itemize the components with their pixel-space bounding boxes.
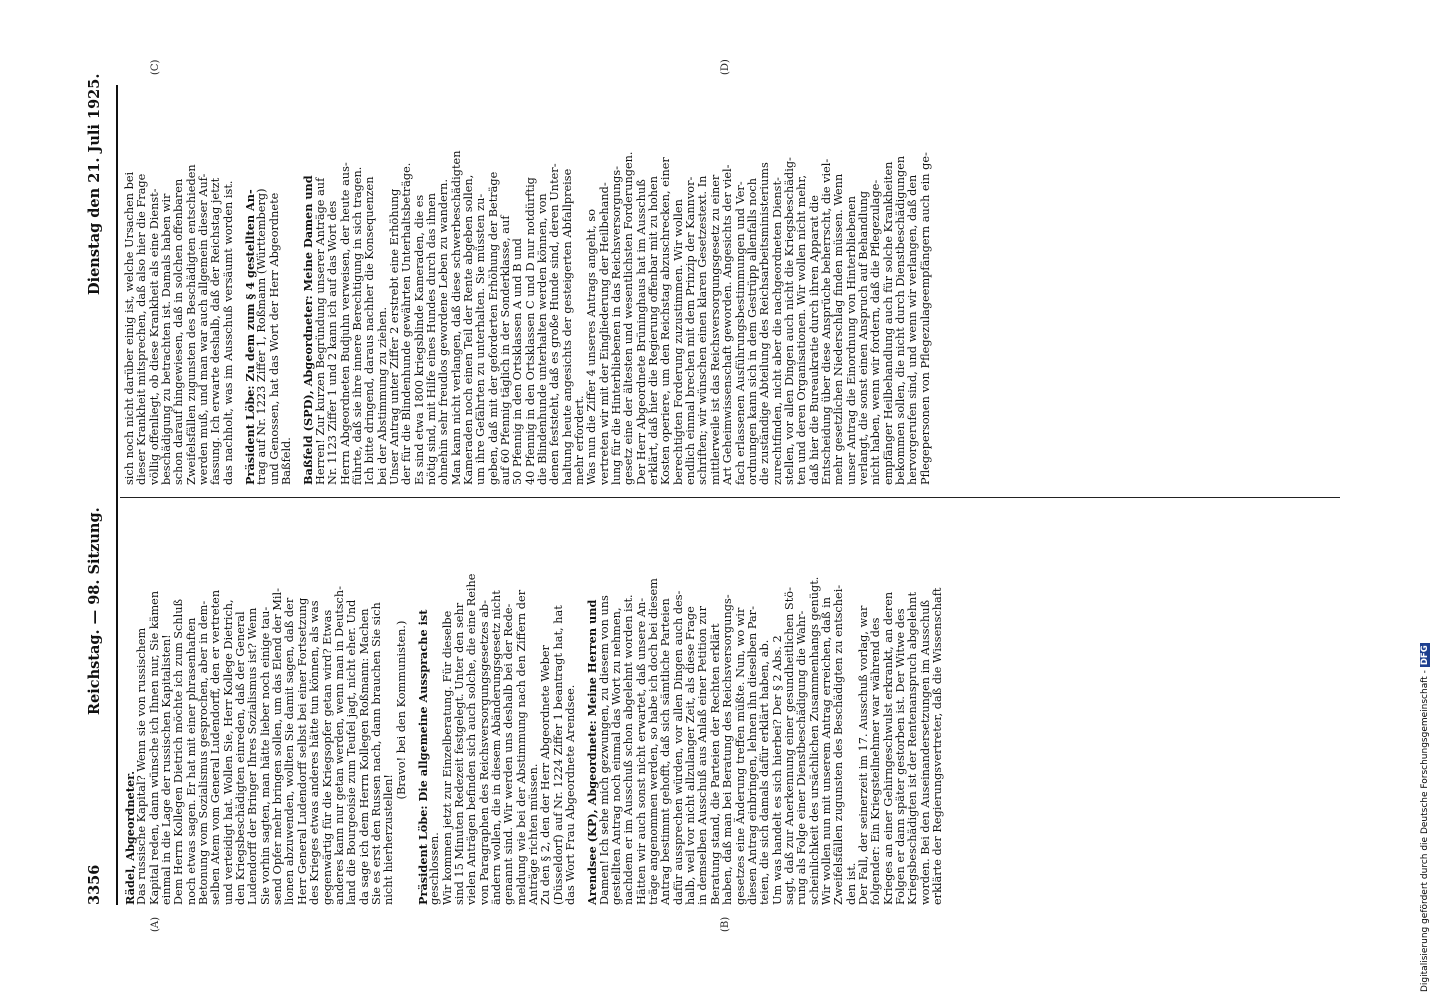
text-line: erklärte der Regierungsvertreter, daß die Wissenschaft bbox=[931, 587, 944, 905]
dfg-note bbox=[1420, 8, 1434, 992]
text-line: fassung. Ich erwarte deshalb, daß der Reichstag jetzt bbox=[209, 177, 223, 485]
text-line: Unser Antrag unter Ziffer 2 erstrebt eine Erhöhung bbox=[387, 188, 401, 485]
text-line: schon darauf hingewiesen, daß in solchen offenbaren bbox=[172, 178, 186, 485]
text-line: Präsident Löbe: Die allgemeine Aussprache ist bbox=[415, 609, 430, 905]
text-line: berechtigten Forderung zuzustimmen. Wir wollen bbox=[671, 199, 685, 485]
text-line: Der Herr Abgeordnete Brüninghaus hat im Ausschuß bbox=[634, 179, 648, 485]
text-line: Hätten wir auch sonst nicht erwartet, daß unsere An- bbox=[634, 597, 648, 905]
text-line: das nachholt, was im Ausschuß versäumt worden ist. bbox=[221, 180, 235, 485]
text-line: Herr General Ludendorff selbst bei einer Fortsetzung bbox=[295, 597, 309, 905]
text-line: denen feststeht, daß es große Hunde sind, deren Unter- bbox=[548, 163, 562, 485]
text-line: gesetzes eine Änderung treffen müßte. Nun, wo wir bbox=[733, 607, 747, 905]
text-line: mehr erfordert. bbox=[573, 395, 587, 485]
text-line: Ich bitte dringend, daraus nachher die Konsequenzen bbox=[363, 176, 377, 485]
text-line: sind 15 Minuten Redezeit festgelegt. Unter den sehr bbox=[452, 602, 466, 905]
text-line: Herren! Zur kurzen Begründung unserer Anträge auf bbox=[313, 177, 327, 485]
text-line: die zuständige Abteilung des Reichsarbeitsministeriums bbox=[758, 162, 772, 485]
text-line: genannt sind. Wir werden uns deshalb bei der Rede- bbox=[502, 603, 516, 905]
text-line: werden muß, und man war auch allgemein dieser Auf- bbox=[197, 173, 211, 485]
text-line: Zweifelsfällen zugunsten des Beschädigten zu entschei- bbox=[832, 584, 846, 905]
text-line: lung für die Hinterbliebenen in das Reichsversorgungs- bbox=[610, 166, 624, 485]
text-line: rung als Folge einer Dienstbeschädigung die Wahr- bbox=[795, 610, 809, 905]
margin-mark-d: (D) bbox=[720, 59, 731, 75]
text-line: ordnungen kann sich in dem Gestrüpp allenfalls noch bbox=[745, 178, 759, 485]
text-line: Sie es erst den Russen nach, dann brauchen Sie sich bbox=[369, 602, 383, 905]
text-line: Pflegepersonen von Pflegezulageempfängern auch ein ge- bbox=[918, 152, 932, 485]
text-line: anderes kann nur getan werden, wenn man in Deutsch- bbox=[332, 586, 346, 905]
right-text-column bbox=[124, 95, 932, 485]
text-line: Um was handelt es sich hierbei? Der § 2 Abs. 2 bbox=[770, 635, 784, 905]
text-line: beschädigung zu betrachten ist. Damals haben wir bbox=[160, 193, 174, 485]
text-line: hervorgerufen sind, und wenn wir verlangen, daß den bbox=[906, 174, 920, 485]
text-line: Baßfeld. bbox=[280, 437, 294, 485]
text-line: vielen Anträgen befinden sich auch solche, die eine Reihe bbox=[465, 573, 479, 905]
margin-mark-b: (B) bbox=[720, 916, 731, 932]
text-line: selben Atem vom General Ludendorff, den er vertreten bbox=[209, 589, 223, 905]
text-line: gesetz eine der ältesten und wesentlichsten Forderungen. bbox=[622, 151, 636, 485]
text-line: noch etwas sagen. Er hat mit einer phrasenhaften bbox=[184, 617, 198, 905]
text-line: unser Antrag die Einordnung von Hinterbliebenen bbox=[844, 195, 858, 485]
text-line: Art Geheimwissenschaft geworden. Angesichts der viel- bbox=[721, 164, 735, 485]
text-line: Entscheidung über diese Ansprüche beherrscht, die viel- bbox=[819, 158, 833, 485]
text-line: Der Fall, der seinerzeit im 17. Ausschuß vorlag, war bbox=[856, 605, 870, 905]
text-line: Krieges an einer Gehirngeschwulst erkrankt, an deren bbox=[881, 591, 895, 905]
text-line: die Blindenhunde unterhalten werden können, von bbox=[536, 193, 549, 485]
text-line: ändern wollen, die in diesem Abänderungsgesetz nicht bbox=[489, 590, 503, 905]
text-line: erklärt, daß hier die Regierung offenbar mit zu hohen bbox=[647, 175, 661, 485]
text-line: schriften; wir wünschen einen klaren Gesetzestext. In bbox=[696, 175, 710, 485]
text-line: 50 Pfennig in den Ortsklassen A und B und bbox=[511, 238, 525, 485]
text-line: Antrag bestimmt gehofft, daß sich sämtliche Parteien bbox=[659, 598, 673, 905]
text-line: träge angenommen werden, so habe ich doch bei diesem bbox=[647, 578, 661, 905]
text-line: mittlerweile ist das Reichsversorgungsgesetz zu einer bbox=[708, 174, 722, 485]
text-line: daß hier die Bureaukratie durch ihren Apparat die bbox=[807, 195, 821, 485]
dfg-logo: DFG bbox=[1420, 645, 1430, 666]
text-line: Betonung vom Sozialismus gesprochen, aber in dem- bbox=[197, 600, 211, 905]
text-line: nicht haben, wenn wir fordern, daß die Pflegezulage- bbox=[869, 179, 883, 485]
text-line: Folgen er dann später gestorben ist. Der Witwe des bbox=[893, 608, 907, 905]
text-line: folgender: Ein Kriegsteilnehmer war während des bbox=[869, 617, 883, 905]
text-line: halb, weil vor nicht allzulanger Zeit, als diese Frage bbox=[684, 606, 698, 905]
header-right-title: Dienstag den 21. Juli 1925. bbox=[86, 73, 103, 295]
text-line: gegenwärtig für die Kriegsopfer getan wird? Etwas bbox=[320, 609, 334, 905]
text-line: Zweifelsfällen zugunsten des Beschädigten entschieden bbox=[184, 164, 198, 485]
text-line: Herrn Abgeordneten Budjuhn verweisen, der heute aus- bbox=[338, 162, 352, 485]
text-line: nachdem er im Ausschuß schon abgelehnt worden ist. bbox=[622, 594, 636, 905]
text-line: verlangt, die sonst einen Anspruch auf Behandlung bbox=[856, 190, 870, 485]
margin-mark-c: (C) bbox=[150, 59, 161, 75]
text-line: Ludendorff der Bringer Ihres Sozialismus ist? Wenn bbox=[246, 607, 260, 905]
text-line: der für die Blindenhunde gewährten Unterhaltsbeträge. bbox=[400, 162, 414, 485]
text-line: und Genossen, hat das Wort der Herr Abgeordnete bbox=[267, 192, 281, 485]
text-line: teien, die sich damals dafür erklärt haben, ab. bbox=[758, 639, 772, 905]
margin-mark-a: (A) bbox=[150, 916, 161, 932]
text-line: Kameraden noch einen Teil der Rente abgeben sollen, bbox=[461, 174, 475, 485]
text-line: Arendsee (KP), Abgeordnete: Meine Herren und bbox=[585, 599, 600, 905]
text-line: Man kann nicht verlangen, daß diese schwerbeschädigten bbox=[449, 150, 463, 485]
text-line: lionen abzuwenden, wollten Sie damit sagen, daß der bbox=[283, 597, 297, 905]
dfg-note-text: Digitalisierung gefördert durch die Deutsche Forschungsgemeinschaft - bbox=[1420, 670, 1430, 992]
text-line: den Kriegsbeschädigten einreden, daß der General bbox=[234, 611, 248, 905]
text-line: Kapital reden, dann wünsche ich Ihnen nur, Sie kämen bbox=[147, 590, 161, 905]
text-line: Präsident Löbe: Zu dem zum § 4 gestellten An- bbox=[243, 189, 258, 485]
text-line: um ihre Gefährten zu unterhalten. Sie müssten zu- bbox=[474, 193, 488, 485]
text-line: nötig sind, mit Hilfe eines Hundes durch das ihnen bbox=[424, 192, 438, 485]
text-line: geschlossen. bbox=[428, 832, 442, 905]
text-line: 40 Pfennig in den Ortsklassen C und D nur notdürftig bbox=[523, 177, 537, 485]
text-line: gestellten Antrag noch einmal das Wort zu nehmen, bbox=[610, 607, 624, 905]
text-line: Kosten operiere, um den Reichstag abzuschrecken, einer bbox=[659, 157, 673, 485]
header-rule bbox=[116, 85, 118, 905]
text-line: mehr gesetzlichen Niederschlag finden müssen. Wenn bbox=[832, 173, 846, 485]
text-line: Beratung stand, die Parteien der Rechten erklärt bbox=[708, 623, 722, 905]
text-line: (Bravo! bei den Kommunisten.) bbox=[394, 620, 408, 800]
text-line: Damen! Ich sehe mich gezwungen, zu diesem von uns bbox=[597, 595, 611, 905]
text-line: haltung heute angesichts der gesteigerten Abfallpreise bbox=[560, 168, 574, 485]
text-line: send Opfer mehr bringen sollen, um das Elend der Mil- bbox=[271, 588, 285, 905]
page-number: 3356 bbox=[86, 864, 103, 905]
header-left-title: Reichstag. — 98. Sitzung. bbox=[86, 507, 103, 715]
column-divider bbox=[120, 497, 1340, 498]
text-line: Wir kommen jetzt zur Einzelberatung. Für dieselbe bbox=[440, 610, 454, 905]
text-line: sich noch nicht darüber einig ist, welche Ursachen bei bbox=[123, 171, 136, 485]
text-line: scheinlichkeit des ursächlichen Zusammenhangs genügt. bbox=[807, 576, 821, 905]
text-line: (Düsseldorf) auf Nr. 1224 Ziffer 1 beantragt hat, hat bbox=[551, 605, 565, 905]
text-line: worden. Bei den Auseinandersetzungen im Ausschuß bbox=[918, 599, 932, 905]
text-line: führte, daß sie ihre innere Berechtigung in sich tragen. bbox=[350, 166, 364, 485]
text-line: empfänger Heilbehandlung auch für solche Krankheiten bbox=[881, 161, 895, 485]
text-line: Sie vorhin sagten, man hätte lieber noch einige tau- bbox=[258, 606, 272, 905]
text-line: Dem Herrn Kollegen Dietrich möchte ich zum Schluß bbox=[172, 598, 186, 905]
text-line: Anträge richten müssen. bbox=[527, 763, 540, 905]
text-line: den ist. bbox=[844, 862, 858, 905]
left-text-column bbox=[124, 515, 944, 905]
text-line: dieser Krankheit mitsprechen, daß also hier die Frage bbox=[135, 173, 149, 485]
text-line: meldung wie bei der Abstimmung nach den Ziffern der bbox=[514, 589, 528, 905]
text-line: auf 60 Pfennig täglich in der Sonderklasse, auf bbox=[498, 215, 512, 485]
page-header bbox=[86, 73, 116, 905]
text-line: Es sind etwa 1800 kriegsblinde Kameraden, die es bbox=[412, 194, 426, 485]
text-line: stellen, vor allen Dingen auch nicht die Kriegsbeschädig- bbox=[782, 157, 796, 485]
text-line: endlich einmal brechen mit dem Prinzip der Kannvor- bbox=[684, 176, 698, 485]
text-line: Baßfeld (SPD), Abgeordneter: Meine Damen und bbox=[301, 175, 316, 485]
text-line: Kriegsbeschädigten ist der Rentenanspruch abgelehnt bbox=[906, 592, 920, 905]
text-line: da sage ich dem Herrn Kollegen Roßmann: Machen bbox=[357, 608, 371, 905]
text-line: diesen Antrag einbringen, lehnen ihn dieselben Par- bbox=[745, 606, 759, 905]
text-line: Rädel, Abgeordneter. bbox=[123, 770, 137, 905]
text-line: von Paragraphen des Reichsversorgungsgesetzes ab- bbox=[477, 600, 491, 905]
text-line: zurechtfinden, nicht aber die nachgeordneten Dienst- bbox=[770, 177, 784, 485]
text-line: und verteidigt hat. Wollen Sie, Herr Kollege Dietrich, bbox=[221, 599, 235, 905]
text-line: land die Bourgeoisie zum Teufel jagt, nicht eher. Und bbox=[345, 599, 359, 905]
text-line: des Krieges etwas anderes hätte tun können, als was bbox=[308, 600, 322, 905]
text-line: trag auf Nr. 1223 Ziffer 1, Roßmann (Württemberg) bbox=[255, 188, 269, 485]
text-line: haben, daß man bei Beratung des Reichsversorgungs- bbox=[721, 594, 735, 905]
text-line: einmal in die Lage der russischen Kapitalisten! bbox=[160, 634, 174, 905]
text-line: ten und deren Organisationen. Wir wollen nicht mehr, bbox=[795, 174, 809, 485]
text-line: bei der Abstimmung zu ziehen. bbox=[375, 306, 389, 485]
text-line: bekommen sollen, die nicht durch Dienstbeschädigungen bbox=[893, 155, 907, 485]
text-line: Wir wollen nun mit unserem Antrag erreichen, daß in bbox=[819, 596, 833, 905]
text-line: fach erlassenen Ausführungsbestimmungen und Ver- bbox=[733, 181, 747, 485]
text-line: sagt, daß zur Anerkennung einer gesundheitlichen Stö- bbox=[782, 587, 796, 905]
text-line: Das russische Kapital? Wenn sie von russischem bbox=[135, 627, 149, 905]
text-line: völlig offenliegt, ob diese Krankheit als eine Dienst- bbox=[147, 188, 161, 485]
text-line: nicht hierherzustellen! bbox=[382, 774, 396, 905]
text-line: dafür aussprechen würden, vor allen Dingen auch des- bbox=[671, 590, 685, 905]
text-line: Zu den § 2, den der Herr Abgeordnete Weber bbox=[539, 645, 553, 905]
text-line: in demselben Ausschuß aus Anlaß einer Petition zur bbox=[696, 606, 710, 905]
text-line: vertreten wir mit der Eingliederung der Heilbehand- bbox=[597, 182, 611, 485]
text-line: Was nun die Ziffer 4 unseres Antrags angeht, so bbox=[585, 209, 599, 485]
text-line: Nr. 1123 Ziffer 1 und 2 kann ich auf das Wort des bbox=[326, 200, 340, 485]
text-line: das Wort Frau Abgeordnete Arendsee. bbox=[564, 684, 578, 905]
text-line: ohnehin sehr freudlos gewordene Leben zu wandern. bbox=[437, 178, 451, 485]
text-line: geben, daß mit der geforderten Erhöhung der Beträge bbox=[486, 171, 500, 485]
